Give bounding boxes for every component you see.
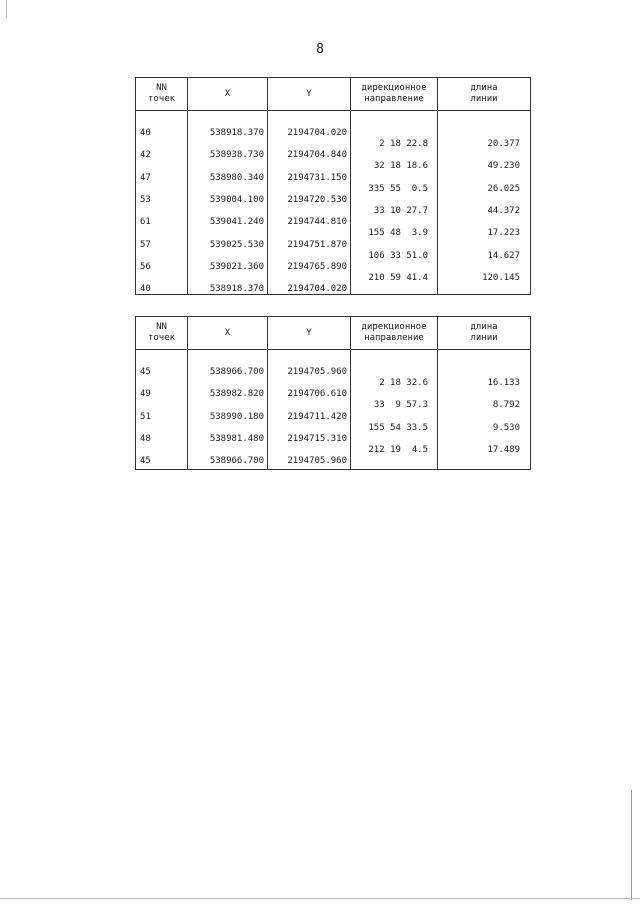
point-number-cell: 45	[140, 367, 151, 377]
point-number-cell: 40	[140, 284, 151, 295]
header-y: Y	[268, 78, 351, 111]
x-coordinate-cell: 538980.340	[209, 172, 264, 183]
y-coordinate-cell: 2194744.810	[287, 217, 347, 228]
direction-angle-cell: 210 59 41.4	[368, 272, 428, 283]
y-coordinate-cell: 2194704.020	[287, 128, 347, 138]
line-length-cell: 17.489	[487, 444, 520, 455]
column-y	[268, 350, 351, 470]
point-number-cell: 49	[140, 389, 151, 400]
scan-edge-mark	[631, 790, 632, 900]
line-length-cell: 49.230	[487, 161, 520, 172]
x-coordinate-cell: 538918.370	[209, 284, 264, 295]
table-header-row	[136, 78, 531, 111]
column-point-number	[136, 111, 188, 295]
x-coordinate-cell: 538990.180	[209, 411, 264, 422]
header-length: длина линии	[438, 78, 531, 111]
table-header-row	[136, 317, 531, 350]
point-number-cell: 56	[140, 261, 151, 272]
x-coordinate-cell: 538966.700	[209, 456, 264, 467]
direction-angle-cell: 106 33 51.0	[368, 250, 428, 261]
x-coordinate-cell: 538938.730	[209, 150, 264, 161]
line-length-cell: 44.372	[487, 205, 520, 216]
line-length-cell: 17.223	[487, 228, 520, 239]
column-x	[188, 111, 268, 295]
x-coordinate-cell: 539021.360	[209, 261, 264, 272]
line-length-cell: 16.133	[487, 378, 520, 388]
x-coordinate-cell: 538918.370	[209, 128, 264, 138]
table-body-row	[136, 111, 531, 295]
column-point-number	[136, 350, 188, 470]
direction-angle-cell: 2 18 22.8	[379, 139, 428, 149]
x-coordinate-cell: 538981.480	[209, 433, 264, 444]
direction-angle-cell: 33 10 27.7	[373, 205, 428, 216]
point-number-cell: 51	[140, 411, 151, 422]
line-length-cell: 8.792	[492, 400, 520, 411]
point-number-cell: 53	[140, 194, 151, 205]
header-direction: дирекционное направление	[351, 78, 438, 111]
x-coordinate-cell: 539004.100	[209, 194, 264, 205]
column-direction	[351, 111, 438, 295]
direction-angle-cell: 2 18 32.6	[379, 378, 428, 388]
coordinates-table-1	[135, 77, 531, 295]
column-x	[188, 350, 268, 470]
coordinates-table-2	[135, 316, 531, 470]
y-coordinate-cell: 2194715.310	[287, 433, 347, 444]
y-coordinate-cell: 2194705.960	[287, 367, 347, 377]
line-length-cell: 9.530	[492, 422, 520, 433]
line-length-cell: 20.377	[487, 139, 520, 149]
header-y: Y	[268, 317, 351, 350]
scan-edge-line	[0, 898, 640, 899]
x-coordinate-cell: 539025.530	[209, 239, 264, 250]
point-number-cell: 57	[140, 239, 151, 250]
line-length-cell: 14.627	[487, 250, 520, 261]
point-number-cell: 47	[140, 172, 151, 183]
direction-angle-cell: 212 19 4.5	[368, 444, 428, 455]
direction-angle-cell: 33 9 57.3	[373, 400, 428, 411]
page-number: 8	[316, 42, 324, 57]
x-coordinate-cell: 539041.240	[209, 217, 264, 228]
y-coordinate-cell: 2194706.610	[287, 389, 347, 400]
x-coordinate-cell: 538982.820	[209, 389, 264, 400]
y-coordinate-cell: 2194704.840	[287, 150, 347, 161]
direction-angle-cell: 155 48 3.9	[368, 228, 428, 239]
column-length	[438, 350, 531, 470]
column-length	[438, 111, 531, 295]
direction-angle-cell: 32 18 18.6	[373, 161, 428, 172]
line-length-cell: 26.025	[487, 183, 520, 194]
header-point-number: NN точек	[136, 78, 188, 111]
header-length: длина линии	[438, 317, 531, 350]
point-number-cell: 61	[140, 217, 151, 228]
y-coordinate-cell: 2194704.020	[287, 284, 347, 295]
y-coordinate-cell: 2194731.150	[287, 172, 347, 183]
y-coordinate-cell: 2194705.960	[287, 456, 347, 467]
header-x: X	[188, 78, 268, 111]
table-body-row	[136, 350, 531, 470]
header-x: X	[188, 317, 268, 350]
header-point-number: NN точек	[136, 317, 188, 350]
line-length-cell: 120.145	[482, 272, 520, 283]
y-coordinate-cell: 2194720.530	[287, 194, 347, 205]
direction-angle-cell: 155 54 33.5	[368, 422, 428, 433]
column-direction	[351, 350, 438, 470]
y-coordinate-cell: 2194765.890	[287, 261, 347, 272]
point-number-cell: 48	[140, 433, 151, 444]
point-number-cell: 45	[140, 456, 151, 467]
y-coordinate-cell: 2194751.870	[287, 239, 347, 250]
point-number-cell: 42	[140, 150, 151, 161]
column-y	[268, 111, 351, 295]
scan-edge-mark	[6, 0, 7, 18]
header-direction: дирекционное направление	[351, 317, 438, 350]
direction-angle-cell: 335 55 0.5	[368, 183, 428, 194]
x-coordinate-cell: 538966.700	[209, 367, 264, 377]
y-coordinate-cell: 2194711.420	[287, 411, 347, 422]
point-number-cell: 40	[140, 128, 151, 138]
